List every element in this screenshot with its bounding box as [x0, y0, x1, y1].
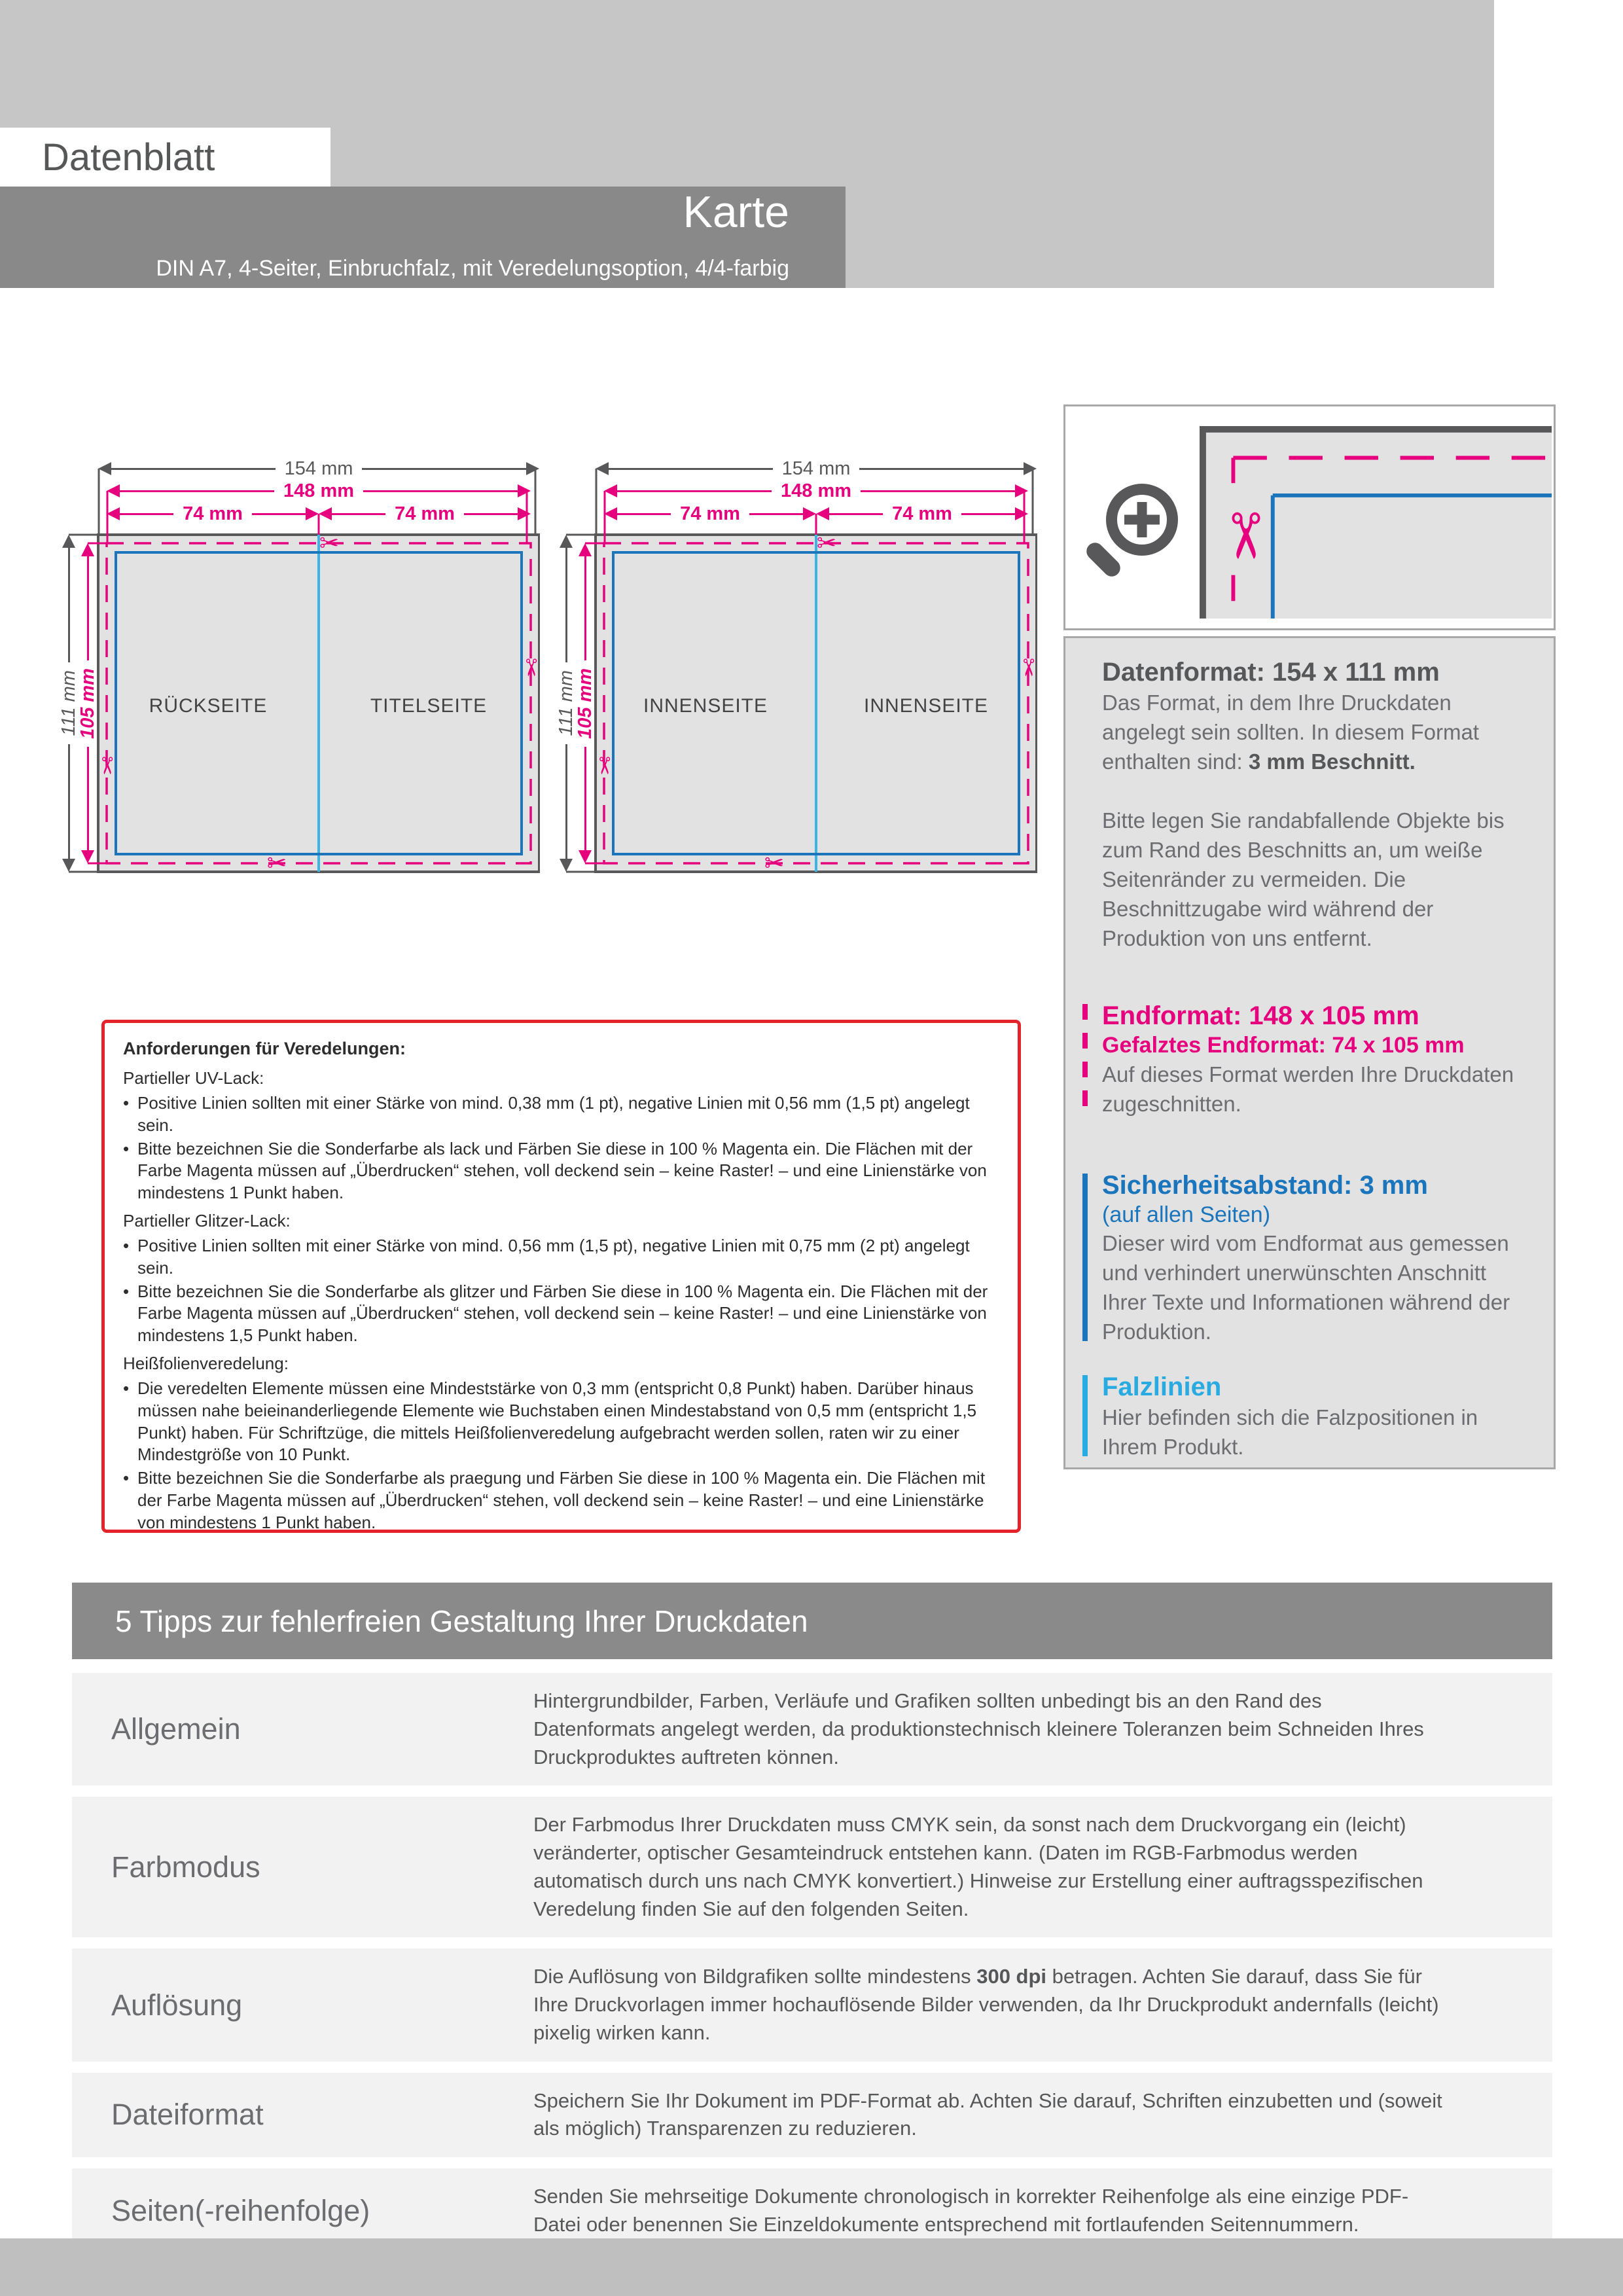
list-item: • Positive Linien sollten mit einer Stärke von mind. 0,38 mm (1 pt), negative Linien mit 0,56 mm (1,5 pt) angelegt sein.	[123, 1093, 970, 1135]
dimension-end-height: 105 mm	[579, 543, 592, 863]
safety-text: Dieser wird vom Endformat aus gemessen und verhindert unerwünschten Anschnitt Ihrer Texte und Informationen während der Produktion.	[1102, 1231, 1510, 1344]
table-row-aufloesung	[72, 1948, 1552, 2061]
scissors-icon: ✂	[266, 850, 287, 876]
product-name: Karte	[683, 187, 789, 237]
dimension-half-width-left: 74 mm	[604, 507, 816, 520]
list-item: • Positive Linien sollten mit einer Stärke von mind. 0,56 mm (1,5 pt), negative Linien mit 0,75 mm (2 pt) angelegt sein.	[123, 1235, 970, 1278]
row-label: Farbmodus	[111, 1850, 260, 1884]
requirements-title: Anforderungen für Veredelungen:	[123, 1039, 406, 1058]
endformat-text: Auf dieses Format werden Ihre Druckdaten zugeschnitten.	[1102, 1062, 1514, 1116]
datenformat-section	[1102, 656, 1529, 953]
dimension-half-width-left: 74 mm	[107, 507, 319, 520]
dimension-half-width-right: 74 mm	[319, 507, 531, 520]
scissors-icon: ✂	[94, 755, 120, 776]
dimension-end-width: 148 mm	[604, 484, 1028, 497]
scissors-icon: ✂	[319, 529, 340, 556]
fold-lines-section	[1102, 1371, 1529, 1462]
endformat-title: Endformat: 148 x 105 mm	[1102, 1001, 1419, 1030]
table-row-farbmodus	[72, 1797, 1552, 1937]
scissors-icon: ✂	[1015, 657, 1042, 678]
scissors-icon: ✂	[518, 657, 544, 678]
product-header-bar	[0, 187, 846, 288]
document-title-box	[0, 128, 330, 187]
finishing-requirements-box	[101, 1020, 1021, 1533]
safety-subtitle: (auf allen Seiten)	[1102, 1202, 1271, 1227]
panel-label-inner-left: INNENSEITE	[643, 695, 768, 717]
list-item: • Bitte bezeichnen Sie die Sonderfarbe als praegung und Färben Sie diese in 100 % Magenta ein. Die Flächen mit der Farbe Magenta müssen auf „Überdrucken“ stehen, voll deckend sein – keine Raster! – und eine Linienstärke von mindestens 1 Punkt haben.	[123, 1468, 986, 1532]
panel-label-back: RÜCKSEITE	[149, 695, 268, 717]
dimension-total-height: 111 mm	[560, 535, 573, 872]
product-subtitle: DIN A7, 4-Seiter, Einbruchfalz, mit Veredelungsoption, 4/4-farbig	[156, 256, 789, 281]
zoom-illustration-box	[1063, 404, 1556, 630]
dimension-total-height: 111 mm	[62, 535, 75, 872]
corner-detail-illustration	[1200, 426, 1552, 619]
fold-title: Falzlinien	[1102, 1372, 1222, 1401]
scissors-icon: ✂	[816, 529, 837, 556]
fold-text: Hier befinden sich die Falzpositionen in Ihrem Produkt.	[1102, 1405, 1478, 1459]
scissors-icon: ✂	[1209, 509, 1280, 563]
dimension-total-width: 154 mm	[596, 462, 1037, 475]
tips-table	[72, 1673, 1552, 2253]
glitzer-lack-heading: Partieller Glitzer-Lack:	[123, 1210, 291, 1230]
list-item: • Bitte bezeichnen Sie die Sonderfarbe als glitzer und Färben Sie diese in 100 % Magenta ein. Die Flächen mit der Farbe Magenta müssen auf „Überdrucken“ stehen, voll deckend sein – keine Raster! – und eine Linienstärke von mindestens 1,5 Punkt haben.	[123, 1281, 988, 1346]
safety-margin-section	[1102, 1170, 1529, 1347]
dimension-end-width: 148 mm	[107, 484, 531, 497]
safety-marker	[1082, 1174, 1088, 1342]
footer-bar	[0, 2238, 1623, 2296]
row-label: Seiten(-reihenfolge)	[111, 2193, 370, 2227]
row-text: Hintergrundbilder, Farben, Verläufe und Grafiken sollten unbedingt bis an den Rand des Datenformats angelegt werden, da produktionstechnisch kleinere Toleranzen beim Schneiden Ihres Druckproduktes auftreten können.	[533, 1689, 1424, 1768]
endformat-marker	[1082, 1004, 1088, 1113]
heissfolie-heading: Heißfolienveredelung:	[123, 1353, 289, 1373]
row-text: Senden Sie mehrseitige Dokumente chronologisch in korrekter Reihenfolge als eine einzige PDF-Datei oder benennen Sie Einzeldokumente entsprechend mit fortlaufenden Seitennummern.	[533, 2185, 1409, 2236]
dimension-total-width: 154 mm	[98, 462, 539, 475]
row-label: Dateiformat	[111, 2098, 264, 2132]
layout-diagram-inside	[540, 452, 1042, 884]
dimension-end-height: 105 mm	[81, 543, 94, 863]
row-label: Allgemein	[111, 1712, 241, 1746]
endformat-subtitle: Gefalztes Endformat: 74 x 105 mm	[1102, 1033, 1465, 1058]
datenformat-text: Das Format, in dem Ihre Druckdaten angelegt sein sollten. In diesem Format enthalten sind: 3 mm Beschnitt.	[1102, 691, 1479, 774]
tips-header-bar	[72, 1583, 1552, 1659]
row-text: Die Auflösung von Bildgrafiken sollte mindestens 300 dpi betragen. Achten Sie darauf, dass Sie für Ihre Druckvorlagen immer hochauflösende Bilder verwenden, da Ihr Druckprodukt andernfalls (leicht) pixelig wirken kann.	[533, 1965, 1439, 2044]
endformat-section	[1102, 1000, 1529, 1119]
panel-label-front: TITELSEITE	[370, 695, 488, 717]
datenformat-title: Datenformat: 154 x 111 mm	[1102, 658, 1440, 687]
format-info-panel	[1063, 636, 1556, 1469]
list-item: • Bitte bezeichnen Sie die Sonderfarbe als lack und Färben Sie diese in 100 % Magenta ein. Die Flächen mit der Farbe Magenta müssen auf „Überdrucken“ stehen, voll deckend sein – keine Raster! – und eine Linienstärke von mindestens 1 Punkt haben.	[123, 1138, 987, 1203]
layout-diagram-outside	[43, 452, 544, 884]
scissors-icon: ✂	[764, 850, 785, 876]
table-row-allgemein	[72, 1673, 1552, 1785]
scissors-icon: ✂	[591, 755, 618, 776]
table-row-dateiformat	[72, 2073, 1552, 2158]
list-item: • Die veredelten Elemente müssen eine Mindeststärke von 0,3 mm (entspricht 0,8 Punkt) haben. Darüber hinaus müssen nahe beieinanderliegende Elemente wie Buchstaben einen Mindestabstand von 0,5 mm (entspricht 1,5 Punkt) haben. Für Schriftzüge, die mittels Heißfolienveredelung aufgebracht werden sollen, raten wir zu einer Mindestgröße von 10 Punkt.	[123, 1378, 977, 1465]
row-label: Auflösung	[111, 1988, 243, 2022]
row-text: Speichern Sie Ihr Dokument im PDF-Format ab. Achten Sie darauf, Schriften einzubetten und (soweit als möglich) Transparenzen zu reduzieren.	[533, 2089, 1442, 2140]
dimension-half-width-right: 74 mm	[816, 507, 1028, 520]
fold-marker	[1082, 1375, 1088, 1456]
tips-title: 5 Tipps zur fehlerfreien Gestaltung Ihrer Druckdaten	[115, 1604, 808, 1638]
uv-lack-heading: Partieller UV-Lack:	[123, 1068, 264, 1088]
panel-label-inner-right: INNENSEITE	[863, 695, 989, 717]
document-title: Datenblatt	[42, 135, 215, 179]
row-text: Der Farbmodus Ihrer Druckdaten muss CMYK sein, da sonst nach dem Druckvorgang ein (leicht) veränderter, optischer Gesamteindruck entstehen kann. (Daten im RGB-Farbmodus werden automatisch durch uns nach CMYK konvertiert.) Hinweise zur Erstellung einer auftragsspezifischen Veredelung finden Sie auf den folgenden Seiten.	[533, 1813, 1423, 1920]
bleed-hint-text: Bitte legen Sie randabfallende Objekte bis zum Rand des Beschnitts an, um weiße Seitenränder zu vermeiden. Die Beschnittzugabe wird während der Produktion von uns entfernt.	[1102, 808, 1505, 950]
safety-title: Sicherheitsabstand: 3 mm	[1102, 1170, 1428, 1200]
zoom-in-icon	[1106, 484, 1178, 556]
